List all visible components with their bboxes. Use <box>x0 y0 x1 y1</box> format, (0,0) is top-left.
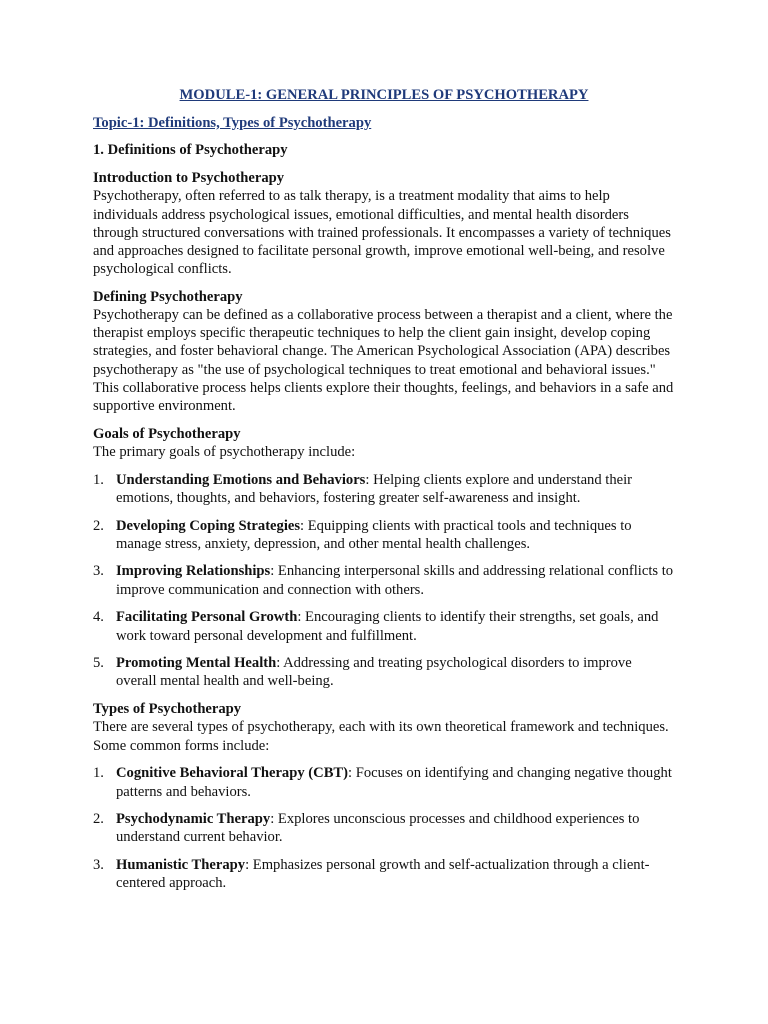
goals-section <box>93 425 675 461</box>
list-term: Psychodynamic Therapy <box>116 811 271 828</box>
list-number: 1. <box>93 471 104 488</box>
goals-heading: Goals of Psychotherapy <box>93 425 241 442</box>
intro-section <box>93 169 675 278</box>
list-term: Promoting Mental Health <box>116 655 277 672</box>
list-text: : Addressing and treating psychological disorders to improve overall mental health and well-being. <box>116 655 632 690</box>
list-text: : Focuses on identifying and changing negative thought patterns and behaviors. <box>116 765 672 800</box>
goals-intro: The primary goals of psychotherapy include: <box>93 443 356 460</box>
list-text: : Explores unconscious processes and childhood experiences to understand current behavior. <box>116 811 640 846</box>
list-text: : Enhancing interpersonal skills and addressing relational conflicts to improve communication and connection with others. <box>116 563 674 598</box>
list-item <box>93 471 675 507</box>
list-text: : Helping clients explore and understand their emotions, thoughts, and behaviors, fostering greater self-awareness and insight. <box>116 471 633 506</box>
defining-section <box>93 288 675 415</box>
list-item <box>93 764 675 800</box>
list-number: 3. <box>93 563 104 580</box>
list-term: Facilitating Personal Growth <box>116 609 298 626</box>
types-list <box>93 764 675 892</box>
list-term: Cognitive Behavioral Therapy (CBT) <box>116 765 349 782</box>
list-item <box>93 810 675 846</box>
list-item <box>93 517 675 553</box>
goals-list <box>93 471 675 691</box>
defining-heading: Defining Psychotherapy <box>93 288 243 305</box>
list-item <box>93 608 675 644</box>
intro-heading: Introduction to Psychotherapy <box>93 170 285 187</box>
list-number: 2. <box>93 811 104 828</box>
intro-paragraph: Psychotherapy, often referred to as talk therapy, is a treatment modality that aims to help individuals address psychological issues, emotional difficulties, and mental health disorders through structured conversations with trained professionals. It encompasses a variety of techniques and approaches designed to facilitate personal growth, improve emotional well-being, and resolve psychological conflicts. <box>93 188 671 278</box>
list-text: : Equipping clients with practical tools and techniques to manage stress, anxiety, depression, and other mental health challenges. <box>116 517 632 552</box>
list-number: 4. <box>93 609 104 626</box>
list-term: Understanding Emotions and Behaviors <box>116 471 366 488</box>
list-item <box>93 654 675 690</box>
module-title: MODULE-1: GENERAL PRINCIPLES OF PSYCHOTHERAPY <box>179 87 589 103</box>
list-number: 5. <box>93 655 104 672</box>
section-heading: 1. Definitions of Psychotherapy <box>93 142 288 159</box>
list-number: 1. <box>93 765 104 782</box>
list-term: Improving Relationships <box>116 563 271 580</box>
list-item <box>93 562 675 598</box>
list-text: : Emphasizes personal growth and self-actualization through a client-centered approach. <box>116 857 650 892</box>
list-term: Developing Coping Strategies <box>116 517 301 534</box>
types-section <box>93 700 675 755</box>
list-text: : Encouraging clients to identify their strengths, set goals, and work toward personal development and fulfillment. <box>116 609 659 644</box>
types-intro: There are several types of psychotherapy, each with its own theoretical framework and techniques. Some common forms include: <box>93 719 669 754</box>
types-heading: Types of Psychotherapy <box>93 701 242 718</box>
list-number: 2. <box>93 517 104 534</box>
list-term: Humanistic Therapy <box>116 857 246 874</box>
defining-paragraph: Psychotherapy can be defined as a collaborative process between a therapist and a client, where the therapist employs specific therapeutic techniques to help the client gain insight, develop coping strategies, and foster behavioral change. The American Psychological Association (APA) describes psychotherapy as "the use of psychological techniques to treat emotional and behavioral issues." This collaborative process helps clients explore their thoughts, feelings, and behaviors in a safe and supportive environment. <box>93 307 674 415</box>
list-item <box>93 856 675 892</box>
list-number: 3. <box>93 857 104 874</box>
topic-title: Topic-1: Definitions, Types of Psychotherapy <box>93 114 372 131</box>
